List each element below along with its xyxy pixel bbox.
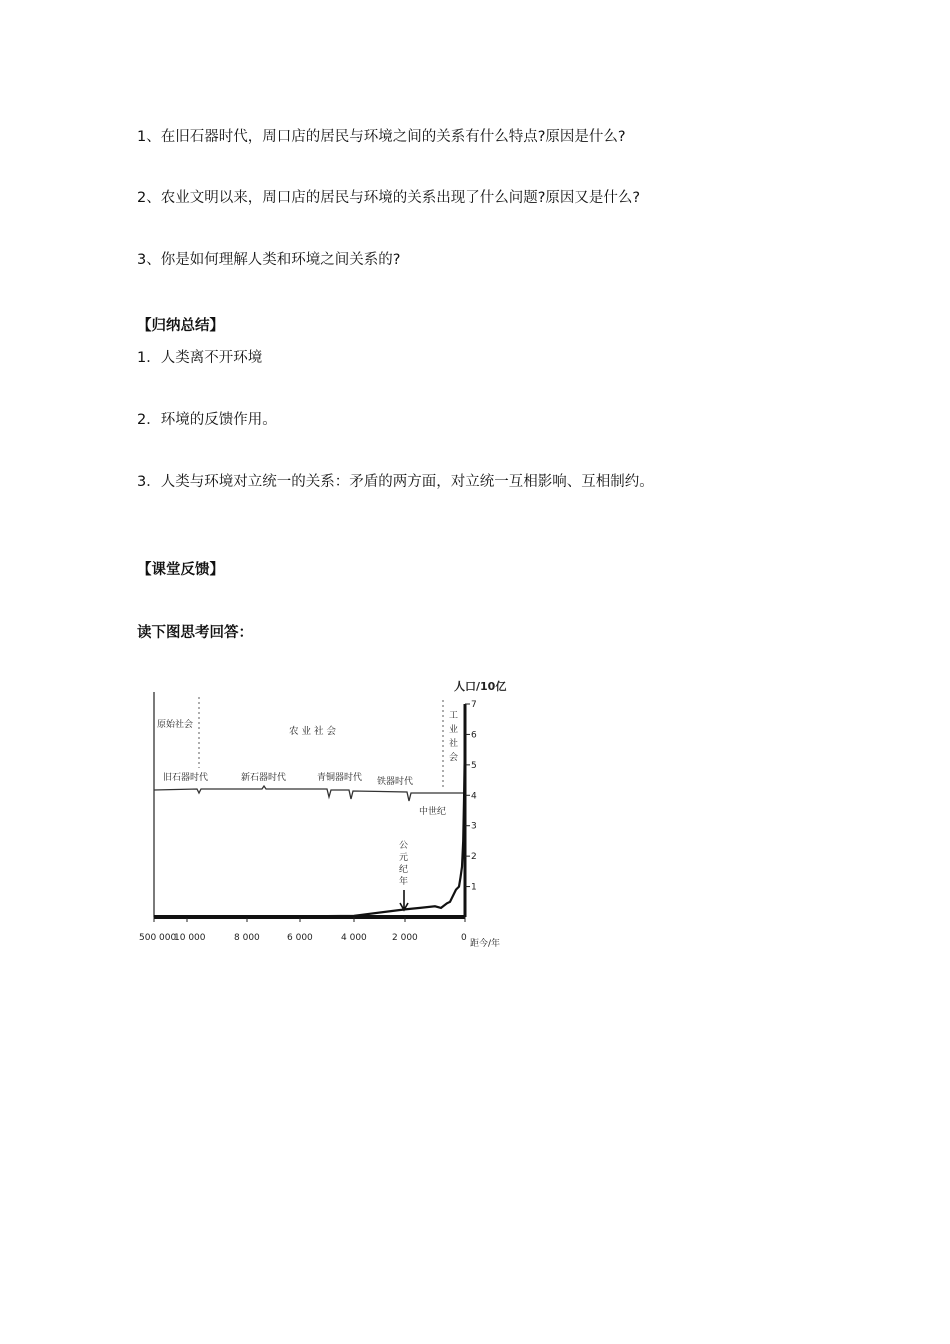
chart-x-tick-label: 6 000 [287,933,313,943]
chart-x-tick-label: 8 000 [234,933,260,943]
chart-x-tick-label: 0 [461,933,467,943]
chart-x-tick-label: 500 000 [139,933,177,943]
chart-era-industrial-char: 社 [449,739,459,749]
chart-y-tick-label: 4 [471,791,477,802]
chart-annotation-char: 年 [399,877,409,887]
chart-y-axis-label: 人口/10亿 [454,680,507,693]
question-2: 2、农业文明以来，周口店的居民与环境的关系出现了什么问题?原因又是什么? [137,190,641,206]
chart-y-ticks [465,700,477,893]
chart-period-label: 铁器时代 [377,777,414,787]
chart-x-tick-label: 2 000 [392,933,418,943]
chart-series-population [154,734,465,917]
chart-era-industrial-char: 工 [449,711,459,721]
chart-era-industrial-label [449,710,458,763]
chart-era-industrial-char: 会 [449,753,459,763]
summary-item-3: 3．人类与环境对立统一的关系：矛盾的两方面，对立统一互相影响、互相制约。 [137,474,654,490]
question-1: 1、在旧石器时代，周口店的居民与环境之间的关系有什么特点?原因是什么? [137,129,626,145]
chart-annotation-char: 纪 [399,865,409,875]
chart-y-tick-label: 6 [471,730,477,741]
question-3: 3、你是如何理解人类和环境之间关系的? [137,252,401,268]
chart-annotation-arrow [400,890,408,910]
chart-period-label: 新石器时代 [241,773,287,783]
chart-annotation-char: 元 [399,853,409,863]
chart-y-tick-label: 3 [471,821,477,832]
chart-x-tick-label: 10 000 [174,933,206,943]
feedback-heading: 【课堂反馈】 [137,562,224,578]
chart-y-tick-label: 7 [471,700,477,710]
chart-x-ticks [139,917,467,943]
chart-annotation-char: 公 [399,841,409,851]
feedback-prompt: 读下图思考回答： [137,625,253,641]
summary-item-1: 1．人类离不开环境 [137,350,263,366]
chart-annotation [399,840,408,910]
chart-y-tick-label: 1 [471,882,477,893]
chart-timeline-band [154,786,465,801]
summary-heading: 【归纳总结】 [137,318,224,334]
population-chart [137,672,517,962]
chart-era-primitive-label: 原始社会 [157,720,194,730]
chart-y-tick-label: 2 [471,852,477,863]
summary-item-2: 2．环境的反馈作用。 [137,412,277,428]
chart-era-industrial-char: 业 [449,725,459,735]
chart-x-tick-label: 4 000 [341,933,367,943]
chart-period-label: 中世纪 [419,807,447,817]
chart-period-label: 旧石器时代 [163,773,209,783]
chart-x-axis-label: 距今/年 [470,939,501,949]
chart-periods [163,771,446,817]
chart-y-tick-label: 5 [471,760,477,771]
chart-era-agricultural-label: 农 业 社 会 [289,726,337,737]
chart-period-label: 青铜器时代 [317,773,363,783]
